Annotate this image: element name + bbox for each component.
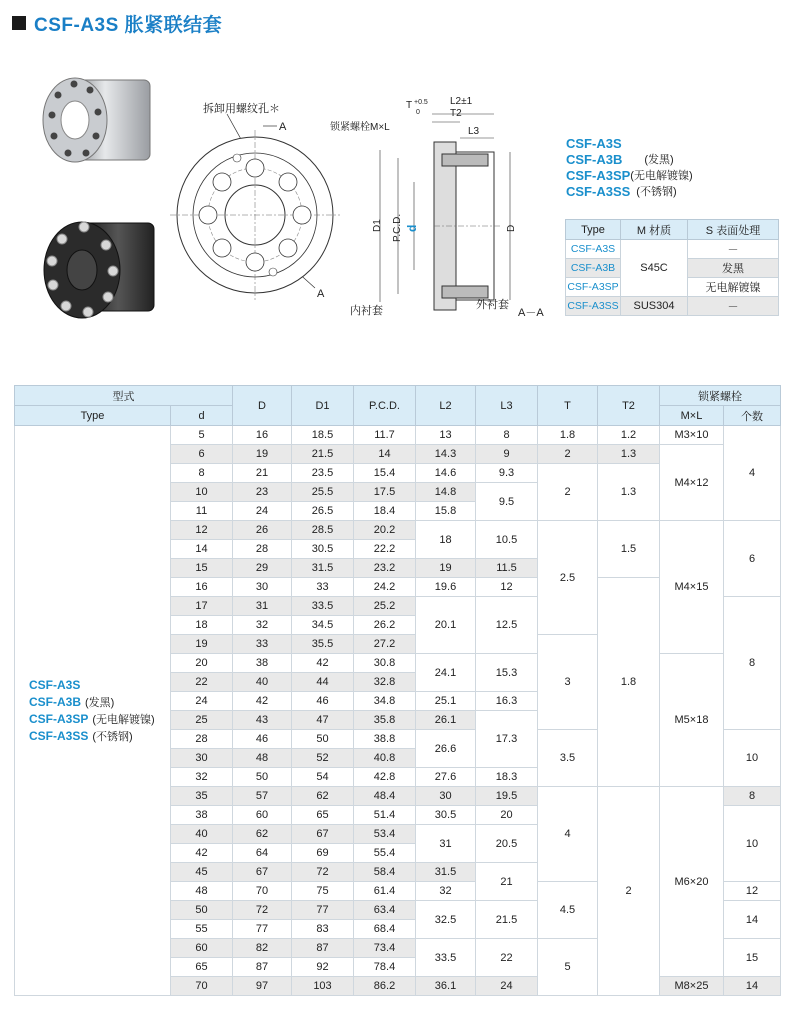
cell-d: 24	[233, 502, 292, 521]
cell-d: 10	[171, 483, 233, 502]
cell-d1: 42	[292, 654, 354, 673]
cell-l2: 14.3	[416, 445, 476, 464]
cell-l2: 20.1	[416, 597, 476, 654]
type-name: CSF-A3SP	[29, 711, 89, 726]
cell-qty: 14	[724, 977, 781, 996]
cell-qty: 10	[724, 806, 781, 882]
cell-t2: 1.3	[598, 464, 660, 521]
cell-d1: 23.5	[292, 464, 354, 483]
cell-pcd: 53.4	[354, 825, 416, 844]
outer-sleeve-label: 外衬套	[476, 299, 509, 311]
cell-d1: 62	[292, 787, 354, 806]
cell-d1: 65	[292, 806, 354, 825]
cell-d: 12	[171, 521, 233, 540]
cell-d: 87	[233, 958, 292, 977]
cell-d: 8	[171, 464, 233, 483]
title-bar	[12, 10, 222, 36]
header-qty: 个数	[724, 406, 781, 426]
cell-d1: 34.5	[292, 616, 354, 635]
cell-t: 2	[538, 464, 598, 521]
cell-ml: M4×12	[660, 445, 724, 521]
header-ml: M×L	[660, 406, 724, 426]
cell-d: 35	[171, 787, 233, 806]
cell-pcd: 38.8	[354, 730, 416, 749]
cell-d: 42	[171, 844, 233, 863]
cell-pcd: 18.4	[354, 502, 416, 521]
header-T2: T2	[598, 386, 660, 426]
cell-ml: M4×15	[660, 521, 724, 654]
type-entry	[29, 694, 170, 711]
cell-d: 65	[171, 958, 233, 977]
cell-t: 2	[538, 445, 598, 464]
mat-type: CSF-A3S	[566, 240, 621, 259]
header-L2: L2	[416, 386, 476, 426]
cell-d1: 18.5	[292, 426, 354, 445]
cell-l3: 20	[476, 806, 538, 825]
cell-d1: 44	[292, 673, 354, 692]
cell-pcd: 25.2	[354, 597, 416, 616]
cell-l2: 31.5	[416, 863, 476, 882]
inner-sleeve-label: 内衬套	[350, 305, 383, 317]
cell-d: 77	[233, 920, 292, 939]
lock-bolt-label: 锁紧螺栓M×L	[330, 122, 390, 133]
cell-d1: 21.5	[292, 445, 354, 464]
mat-surface: 无电解镀镍	[688, 278, 779, 297]
cell-d: 28	[233, 540, 292, 559]
cell-pcd: 14	[354, 445, 416, 464]
header-L3: L3	[476, 386, 538, 426]
cell-d1: 46	[292, 692, 354, 711]
cell-t: 4	[538, 787, 598, 882]
section-view-drawing	[330, 92, 560, 324]
cell-l2: 32	[416, 882, 476, 901]
table-row	[15, 426, 781, 445]
cell-d: 48	[171, 882, 233, 901]
cell-pcd: 17.5	[354, 483, 416, 502]
mat-type: CSF-A3SS	[566, 297, 621, 316]
mat-header-type: Type	[566, 220, 621, 240]
cell-l2: 15.8	[416, 502, 476, 521]
cell-t: 3.5	[538, 730, 598, 787]
cell-d1: 87	[292, 939, 354, 958]
cell-t: 5	[538, 939, 598, 996]
cell-pcd: 24.2	[354, 578, 416, 597]
cell-l3: 21	[476, 863, 538, 901]
cell-pcd: 42.8	[354, 768, 416, 787]
type-legend	[566, 136, 693, 200]
cell-l2: 31	[416, 825, 476, 863]
cell-qty: 6	[724, 521, 781, 597]
cell-l3: 9	[476, 445, 538, 464]
cell-l3: 19.5	[476, 787, 538, 806]
cell-l2: 30	[416, 787, 476, 806]
cell-d1: 28.5	[292, 521, 354, 540]
cell-pcd: 35.8	[354, 711, 416, 730]
cell-pcd: 30.8	[354, 654, 416, 673]
cell-d: 45	[171, 863, 233, 882]
type-entry	[29, 728, 170, 745]
D-label: D	[506, 224, 517, 232]
cell-d1: 47	[292, 711, 354, 730]
cell-d: 64	[233, 844, 292, 863]
header-pcd: P.C.D.	[354, 386, 416, 426]
cell-d: 15	[171, 559, 233, 578]
cell-d: 28	[171, 730, 233, 749]
mat-header-surface: S 表面处理	[688, 220, 779, 240]
cell-d1: 72	[292, 863, 354, 882]
mat-material: S45C	[621, 240, 688, 297]
cell-d1: 75	[292, 882, 354, 901]
cell-qty: 14	[724, 901, 781, 939]
cell-d: 72	[233, 901, 292, 920]
cell-l2: 33.5	[416, 939, 476, 977]
cell-d1: 25.5	[292, 483, 354, 502]
mat-surface: 发黑	[688, 259, 779, 278]
cell-d: 48	[233, 749, 292, 768]
mat-type: CSF-A3B	[566, 259, 621, 278]
cell-d: 97	[233, 977, 292, 996]
mat-type: CSF-A3SP	[566, 278, 621, 297]
cell-d: 5	[171, 426, 233, 445]
cell-pcd: 23.2	[354, 559, 416, 578]
cell-qty: 15	[724, 939, 781, 977]
cell-pcd: 58.4	[354, 863, 416, 882]
cell-d: 42	[233, 692, 292, 711]
cell-d1: 31.5	[292, 559, 354, 578]
cell-d1: 35.5	[292, 635, 354, 654]
cell-l3: 24	[476, 977, 538, 996]
tol-upper: +0.5	[414, 99, 428, 106]
cell-pcd: 32.8	[354, 673, 416, 692]
cell-l2: 18	[416, 521, 476, 559]
cell-t: 1.8	[538, 426, 598, 445]
cell-pcd: 86.2	[354, 977, 416, 996]
cell-d: 50	[171, 901, 233, 920]
cell-ml: M5×18	[660, 654, 724, 787]
cell-d: 32	[233, 616, 292, 635]
mat-header-material: M 材质	[621, 220, 688, 240]
header-T: T	[538, 386, 598, 426]
cell-d: 24	[171, 692, 233, 711]
cell-l2: 14.6	[416, 464, 476, 483]
cell-pcd: 63.4	[354, 901, 416, 920]
section-a-top: A	[279, 121, 287, 133]
cell-d: 26	[233, 521, 292, 540]
cell-t2: 1.2	[598, 426, 660, 445]
cell-pcd: 55.4	[354, 844, 416, 863]
cell-t2: 1.3	[598, 445, 660, 464]
cell-t2: 1.8	[598, 578, 660, 787]
pcd-label: P.C.D.	[392, 213, 403, 242]
cell-l3: 21.5	[476, 901, 538, 939]
cell-qty: 4	[724, 426, 781, 521]
front-view-drawing	[165, 100, 345, 320]
tol-t-label: T	[406, 100, 413, 111]
cell-d: 17	[171, 597, 233, 616]
cell-pcd: 22.2	[354, 540, 416, 559]
cell-qty: 12	[724, 882, 781, 901]
cell-pcd: 34.8	[354, 692, 416, 711]
cell-ml: M8×25	[660, 977, 724, 996]
cell-l3: 20.5	[476, 825, 538, 863]
cell-d: 70	[171, 977, 233, 996]
cell-d: 30	[171, 749, 233, 768]
cell-d: 57	[233, 787, 292, 806]
cell-d: 6	[171, 445, 233, 464]
cell-d: 19	[233, 445, 292, 464]
cell-d: 82	[233, 939, 292, 958]
spec-table-body	[15, 426, 781, 996]
mat-surface: －	[688, 297, 779, 316]
cell-d: 29	[233, 559, 292, 578]
header-bolt: 锁紧螺栓	[660, 386, 781, 406]
cell-d: 18	[171, 616, 233, 635]
cell-l3: 8	[476, 426, 538, 445]
cell-pcd: 68.4	[354, 920, 416, 939]
mat-material: SUS304	[621, 297, 688, 316]
cell-d: 40	[171, 825, 233, 844]
title-square-icon	[12, 16, 26, 30]
cell-d1: 83	[292, 920, 354, 939]
cell-pcd: 11.7	[354, 426, 416, 445]
cell-d: 38	[171, 806, 233, 825]
cell-t: 3	[538, 635, 598, 730]
header-D: D	[233, 386, 292, 426]
cell-l3: 22	[476, 939, 538, 977]
cell-d1: 67	[292, 825, 354, 844]
cell-d: 70	[233, 882, 292, 901]
cell-d1: 30.5	[292, 540, 354, 559]
cell-pcd: 40.8	[354, 749, 416, 768]
cell-qty: 8	[724, 787, 781, 806]
cell-l3: 15.3	[476, 654, 538, 692]
cell-d: 38	[233, 654, 292, 673]
type-note: (发黑)	[85, 696, 115, 709]
legend-item: CSF-A3S	[566, 136, 622, 151]
cell-d: 16	[233, 426, 292, 445]
cell-d1: 69	[292, 844, 354, 863]
cell-pcd: 73.4	[354, 939, 416, 958]
type-list-cell	[15, 426, 171, 996]
cell-pcd: 61.4	[354, 882, 416, 901]
cell-d: 30	[233, 578, 292, 597]
cell-d1: 33	[292, 578, 354, 597]
cell-d1: 103	[292, 977, 354, 996]
cell-d: 22	[171, 673, 233, 692]
type-name: CSF-A3B	[29, 694, 82, 709]
header-type: Type	[15, 406, 171, 426]
cell-d: 46	[233, 730, 292, 749]
cell-l2: 26.1	[416, 711, 476, 730]
cell-l2: 25.1	[416, 692, 476, 711]
cell-d: 19	[171, 635, 233, 654]
cell-d: 40	[233, 673, 292, 692]
removal-hole-label: 拆卸用螺纹孔＊	[203, 103, 280, 115]
type-name: CSF-A3S	[29, 677, 81, 692]
cell-d: 60	[233, 806, 292, 825]
l2-label: L2±1	[450, 96, 473, 107]
type-note: (无电解镀镍)	[92, 713, 155, 726]
legend-item: CSF-A3SP (无电解镀镍)	[566, 168, 693, 183]
cell-l3: 16.3	[476, 692, 538, 711]
spec-table	[14, 385, 781, 996]
cell-l3: 12	[476, 578, 538, 597]
cell-d: 32	[171, 768, 233, 787]
tol-lower: 0	[416, 109, 420, 116]
cell-d: 21	[233, 464, 292, 483]
material-table	[565, 219, 779, 316]
cell-d1: 26.5	[292, 502, 354, 521]
cell-d1: 33.5	[292, 597, 354, 616]
type-name: CSF-A3SS	[29, 728, 89, 743]
cell-d1: 77	[292, 901, 354, 920]
cell-d: 33	[233, 635, 292, 654]
cell-d: 14	[171, 540, 233, 559]
cell-d: 25	[171, 711, 233, 730]
cell-l3: 18.3	[476, 768, 538, 787]
type-entry	[29, 711, 170, 728]
cell-l3: 9.3	[476, 464, 538, 483]
cell-l3: 11.5	[476, 559, 538, 578]
cell-d: 31	[233, 597, 292, 616]
cell-l2: 14.8	[416, 483, 476, 502]
cell-l3: 10.5	[476, 521, 538, 559]
cell-l2: 27.6	[416, 768, 476, 787]
cell-t2: 1.5	[598, 521, 660, 578]
cell-l2: 24.1	[416, 654, 476, 692]
section-a-bottom: A	[317, 288, 325, 300]
header-d: d	[171, 406, 233, 426]
cell-pcd: 26.2	[354, 616, 416, 635]
cell-pcd: 27.2	[354, 635, 416, 654]
cell-qty: 8	[724, 597, 781, 730]
cell-d1: 50	[292, 730, 354, 749]
cell-d1: 52	[292, 749, 354, 768]
mat-surface: －	[688, 240, 779, 259]
product-photo-silver	[20, 60, 160, 170]
type-entry	[29, 677, 170, 694]
cell-pcd: 78.4	[354, 958, 416, 977]
cell-d: 20	[171, 654, 233, 673]
cell-ml: M6×20	[660, 787, 724, 977]
cell-d: 43	[233, 711, 292, 730]
cell-l2: 36.1	[416, 977, 476, 996]
cell-t: 4.5	[538, 882, 598, 939]
t2-label: T2	[450, 108, 462, 119]
l3-label: L3	[468, 126, 480, 137]
cell-l3: 12.5	[476, 597, 538, 654]
cell-l3: 17.3	[476, 711, 538, 768]
cell-d: 16	[171, 578, 233, 597]
d1-label: D1	[372, 219, 383, 232]
cell-pcd: 48.4	[354, 787, 416, 806]
cell-t: 2.5	[538, 521, 598, 635]
header-D1: D1	[292, 386, 354, 426]
cell-l2: 32.5	[416, 901, 476, 939]
cell-l2: 26.6	[416, 730, 476, 768]
cell-d: 11	[171, 502, 233, 521]
cell-t2: 2	[598, 787, 660, 996]
cell-d: 55	[171, 920, 233, 939]
cell-pcd: 51.4	[354, 806, 416, 825]
cell-d1: 54	[292, 768, 354, 787]
type-note: (不锈钢)	[92, 730, 133, 743]
cell-l2: 13	[416, 426, 476, 445]
cell-ml: M3×10	[660, 426, 724, 445]
cell-pcd: 15.4	[354, 464, 416, 483]
d-label: d	[405, 224, 419, 232]
cell-pcd: 20.2	[354, 521, 416, 540]
cell-qty: 10	[724, 730, 781, 787]
cell-d: 60	[171, 939, 233, 958]
legend-item: CSF-A3B (发黑)	[566, 152, 674, 167]
cell-l2: 19.6	[416, 578, 476, 597]
cell-d: 23	[233, 483, 292, 502]
cell-l2: 19	[416, 559, 476, 578]
cell-l2: 30.5	[416, 806, 476, 825]
legend-item: CSF-A3SS (不锈钢)	[566, 184, 677, 199]
section-aa-label: A－A	[518, 307, 544, 319]
cell-d: 62	[233, 825, 292, 844]
cell-d1: 92	[292, 958, 354, 977]
cell-d: 67	[233, 863, 292, 882]
product-photo-black	[20, 205, 160, 335]
cell-d: 50	[233, 768, 292, 787]
page-title: CSF-A3S 胀紧联结套	[34, 14, 223, 36]
header-model: 型式	[15, 386, 233, 406]
cell-l3: 9.5	[476, 483, 538, 521]
